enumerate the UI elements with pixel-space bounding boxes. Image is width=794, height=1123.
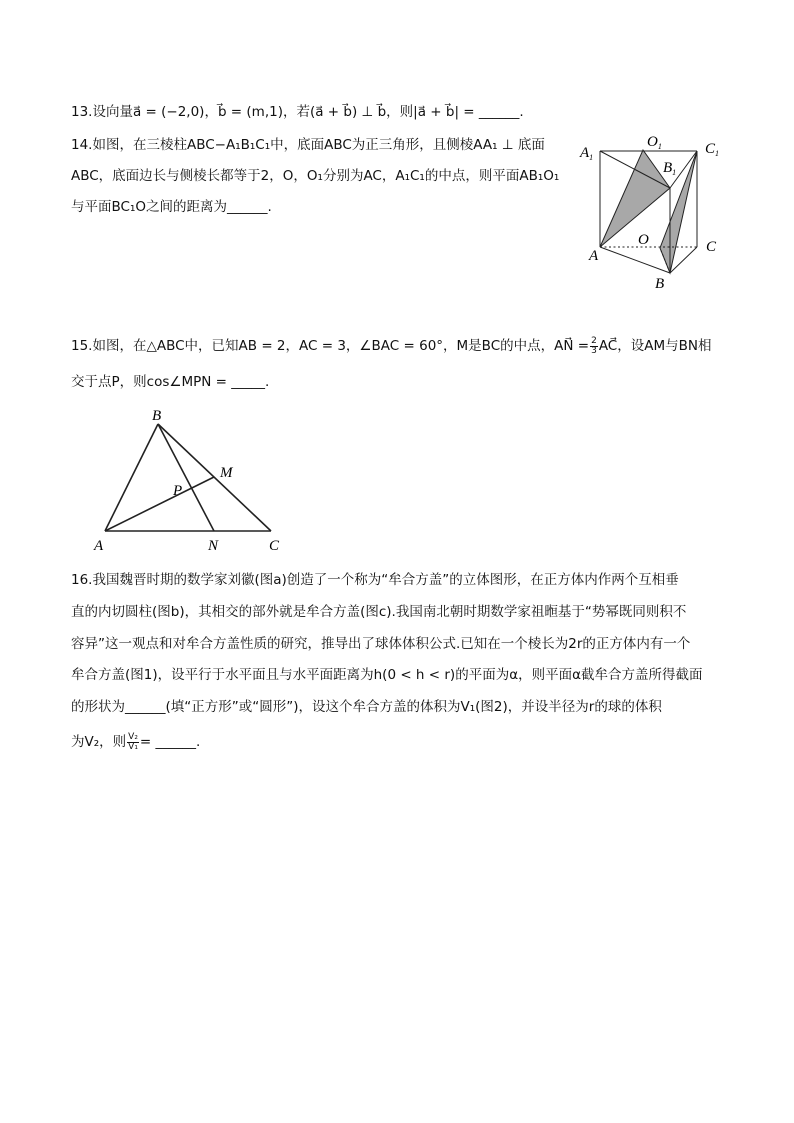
question-14-text-2: ABC，底面边长与侧棱长都等于2，O，O₁分别为AC，A₁C₁的中点，则平面AB₁O₁ [71, 168, 560, 184]
label-b1: $B_1$ [663, 160, 677, 177]
label-b: B [655, 276, 665, 292]
question-15-text-2: 交于点P，则cos∠MPN = _____. [71, 374, 270, 390]
label-c: C [706, 239, 717, 255]
segment-am [105, 477, 214, 531]
question-16-line-4 [71, 665, 703, 685]
label-c1: $C_1$ [705, 141, 720, 158]
label-p: P [173, 483, 183, 499]
plane-ab1o1 [600, 150, 670, 247]
side-bc [158, 424, 271, 531]
question-16-text-6b: = ______. [139, 734, 201, 750]
question-15-line-2 [71, 372, 269, 392]
label-a: A [94, 538, 104, 554]
prism-figure [575, 130, 725, 295]
question-16-line-2 [71, 602, 686, 622]
label-a: A [589, 248, 599, 264]
fraction-two-thirds: $\frac{2}{3}$ [591, 335, 597, 356]
question-16-text-4: 牟合方盖(图1)，设平行于水平面且与水平面距离为h(0 < h < r)的平面为α，则平面α截牟合方盖所得截面 [71, 667, 703, 683]
triangle-figure [92, 402, 292, 557]
question-16-text-5: 的形状为______(填“正方形”或“圆形”)，设这个牟合方盖的体积为V₁(图2)，并设半径为r的球的体积 [71, 699, 662, 715]
label-c: C [269, 538, 280, 554]
question-16-line-5 [71, 697, 662, 717]
question-14-line-1 [71, 135, 545, 155]
edge-ab [600, 247, 670, 273]
label-a1: $A_1$ [580, 145, 594, 162]
question-14-text-3: 与平面BC₁O之间的距离为______. [71, 199, 272, 215]
question-16-line-1 [71, 570, 679, 590]
question-15-text-1a: 15.如图，在△ABC中，已知AB = 2，AC = 3，∠BAC = 60°，M是BC的中点，AN⃗ = [71, 338, 590, 354]
fraction-v2-over-v1: $\frac{\text{V₂}}{\text{V₁}}$ [128, 731, 138, 752]
question-13 [71, 102, 524, 122]
question-14-line-2 [71, 166, 559, 186]
label-b: B [152, 408, 162, 424]
side-ab [105, 424, 158, 531]
question-15-line-1 [71, 336, 711, 356]
label-m: M [220, 465, 233, 481]
question-16-text-1: 16.我国魏晋时期的数学家刘徽(图a)创造了一个称为“牟合方盖”的立体图形，在正方体内作两个互相垂 [71, 572, 679, 588]
segment-bn [158, 424, 214, 531]
label-n: N [208, 538, 219, 554]
question-16-text-3: 容异”这一观点和对牟合方盖性质的研究，推导出了球体体积公式.已知在一个棱长为2r的正方体内有一个 [71, 636, 691, 652]
question-16-text-2: 直的内切圆柱(图b)，其相交的部外就是牟合方盖(图c).我国南北朝时期数学家祖暅基于“势幂既同则积不 [71, 604, 687, 620]
question-16-text-6a: 为V₂，则 [71, 734, 127, 750]
question-14-text-1: 14.如图，在三棱柱ABC−A₁B₁C₁中，底面ABC为正三角形，且侧棱AA₁ ⊥ 底面 [71, 137, 545, 153]
question-16-line-3 [71, 634, 690, 654]
label-o1: $O_1$ [647, 134, 662, 151]
question-15-text-1b: AC⃗，设AM与BN相 [598, 338, 712, 354]
question-16-line-6 [71, 732, 200, 752]
label-o: O [638, 232, 649, 248]
question-14-line-3 [71, 197, 272, 217]
question-13-text: 13.设向量a⃗ = (−2,0)，b⃗ = (m,1)，若(a⃗ + b⃗) ⊥ b⃗，则|a⃗ + b⃗| = ______. [71, 104, 524, 120]
